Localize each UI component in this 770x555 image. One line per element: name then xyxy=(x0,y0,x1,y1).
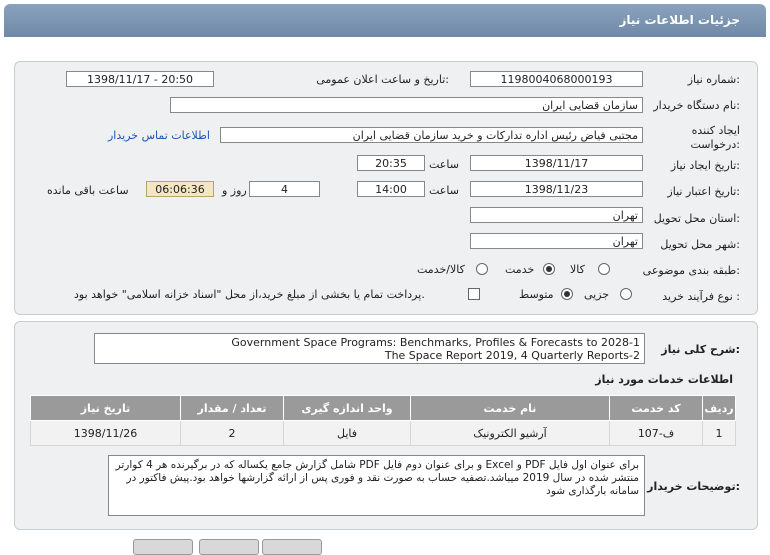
need-number-field: 1198004068000193 xyxy=(470,71,643,87)
cell-unit: فایل xyxy=(284,421,411,446)
category-label: طبقه بندی موضوعی: xyxy=(642,264,740,277)
column-unit: واحد اندازه گیری xyxy=(284,396,411,421)
column-need-date: تاریخ نیاز xyxy=(31,396,181,421)
cell-service-code: ف-107 xyxy=(610,421,703,446)
cell-quantity: 2 xyxy=(181,421,284,446)
validity-date-label: تاریخ اعتبار نیاز: xyxy=(667,185,740,198)
days-label: روز و xyxy=(222,184,247,197)
buyer-notes-field: برای عنوان اول فایل PDF و Excel و برای عنوان دوم فایل PDF شامل گزارش جامع یکساله که در برگیرنده هر 4 کوارتر منتشر شده در سال 2019 میباشد.تصفیه حساب به صورت نقد و فوری پس از ارائه گزارشها خواهد بود.پیش فاکتور در سامانه بارگذاری شود xyxy=(108,455,645,516)
page-title: جزئیات اطلاعات نیاز xyxy=(619,13,740,27)
buyer-contact-link[interactable]: اطلاعات تماس خریدار xyxy=(108,129,210,142)
cell-row-number: 1 xyxy=(703,421,736,446)
footer-button-left[interactable] xyxy=(133,539,193,555)
summary-label: شرح کلی نیاز: xyxy=(661,343,740,356)
category-goods-radio[interactable] xyxy=(598,263,610,275)
creator-label-line1: ایجاد کننده xyxy=(691,124,740,137)
category-goods-service-label: کالا/خدمت xyxy=(417,263,465,276)
province-label: استان محل تحویل: xyxy=(653,212,740,225)
process-medium-radio[interactable] xyxy=(561,288,573,300)
category-goods-label: کالا xyxy=(570,263,585,276)
created-time-field: 20:35 xyxy=(357,155,425,171)
summary-line-2: 2-The Space Report 2019, 4 Quarterly Reports xyxy=(384,349,640,362)
table-row xyxy=(31,421,736,446)
summary-line-1: 1-Government Space Programs: Benchmarks, Profiles & Forecasts to 2028 xyxy=(231,336,640,349)
services-table-header xyxy=(31,396,736,421)
page-header xyxy=(4,4,766,37)
treasury-payment-note: پرداخت تمام یا بخشی از مبلغ خرید،از محل "اسناد خزانه اسلامی" خواهد بود. xyxy=(74,288,425,301)
process-type-label: نوع فرآیند خرید : xyxy=(662,290,740,303)
footer-button-right[interactable] xyxy=(262,539,322,555)
validity-time-field: 14:00 xyxy=(357,181,425,197)
process-medium-label: متوسط xyxy=(519,288,554,301)
category-service-label: خدمت xyxy=(505,263,535,276)
treasury-payment-checkbox[interactable] xyxy=(468,288,480,300)
announce-date-label: تاریخ و ساعت اعلان عمومی: xyxy=(316,73,449,86)
column-quantity: تعداد / مقدار xyxy=(181,396,284,421)
creator-field: مجتبی فیاض رئیس اداره تدارکات و خرید سازمان قضایی ایران xyxy=(220,127,643,143)
announce-date-field: 1398/11/17 - 20:50 xyxy=(66,71,214,87)
creator-label-line2: درخواست: xyxy=(690,138,740,151)
column-row-number: ردیف xyxy=(703,396,736,421)
category-goods-service-radio[interactable] xyxy=(476,263,488,275)
city-field: تهران xyxy=(470,233,643,249)
buyer-notes-label: توضیحات خریدار: xyxy=(647,480,740,493)
process-minor-radio[interactable] xyxy=(620,288,632,300)
cell-service-name: آرشیو الکترونیک xyxy=(411,421,610,446)
province-field: تهران xyxy=(470,207,643,223)
column-service-name: نام خدمت xyxy=(411,396,610,421)
remaining-time-field: 06:06:36 xyxy=(146,181,214,197)
process-minor-label: جزیی xyxy=(584,288,610,301)
services-section-title: اطلاعات خدمات مورد نیاز xyxy=(595,373,733,386)
created-date-field: 1398/11/17 xyxy=(470,155,643,171)
need-number-label: شماره نیاز: xyxy=(687,73,740,86)
city-label: شهر محل تحویل: xyxy=(660,238,740,251)
column-service-code: کد خدمت xyxy=(610,396,703,421)
buyer-name-field: سازمان قضایی ایران xyxy=(170,97,643,113)
footer-button-center[interactable] xyxy=(199,539,259,555)
validity-time-label: ساعت xyxy=(429,184,459,197)
buyer-name-label: نام دستگاه خریدار: xyxy=(653,99,740,112)
services-table xyxy=(30,395,736,446)
remaining-time-label: ساعت باقی مانده xyxy=(47,184,129,197)
category-service-radio[interactable] xyxy=(543,263,555,275)
created-date-label: تاریخ ایجاد نیاز: xyxy=(670,159,740,172)
validity-date-field: 1398/11/23 xyxy=(470,181,643,197)
days-field: 4 xyxy=(249,181,320,197)
created-time-label: ساعت xyxy=(429,158,459,171)
cell-need-date: 1398/11/26 xyxy=(31,421,181,446)
summary-field xyxy=(94,333,645,364)
